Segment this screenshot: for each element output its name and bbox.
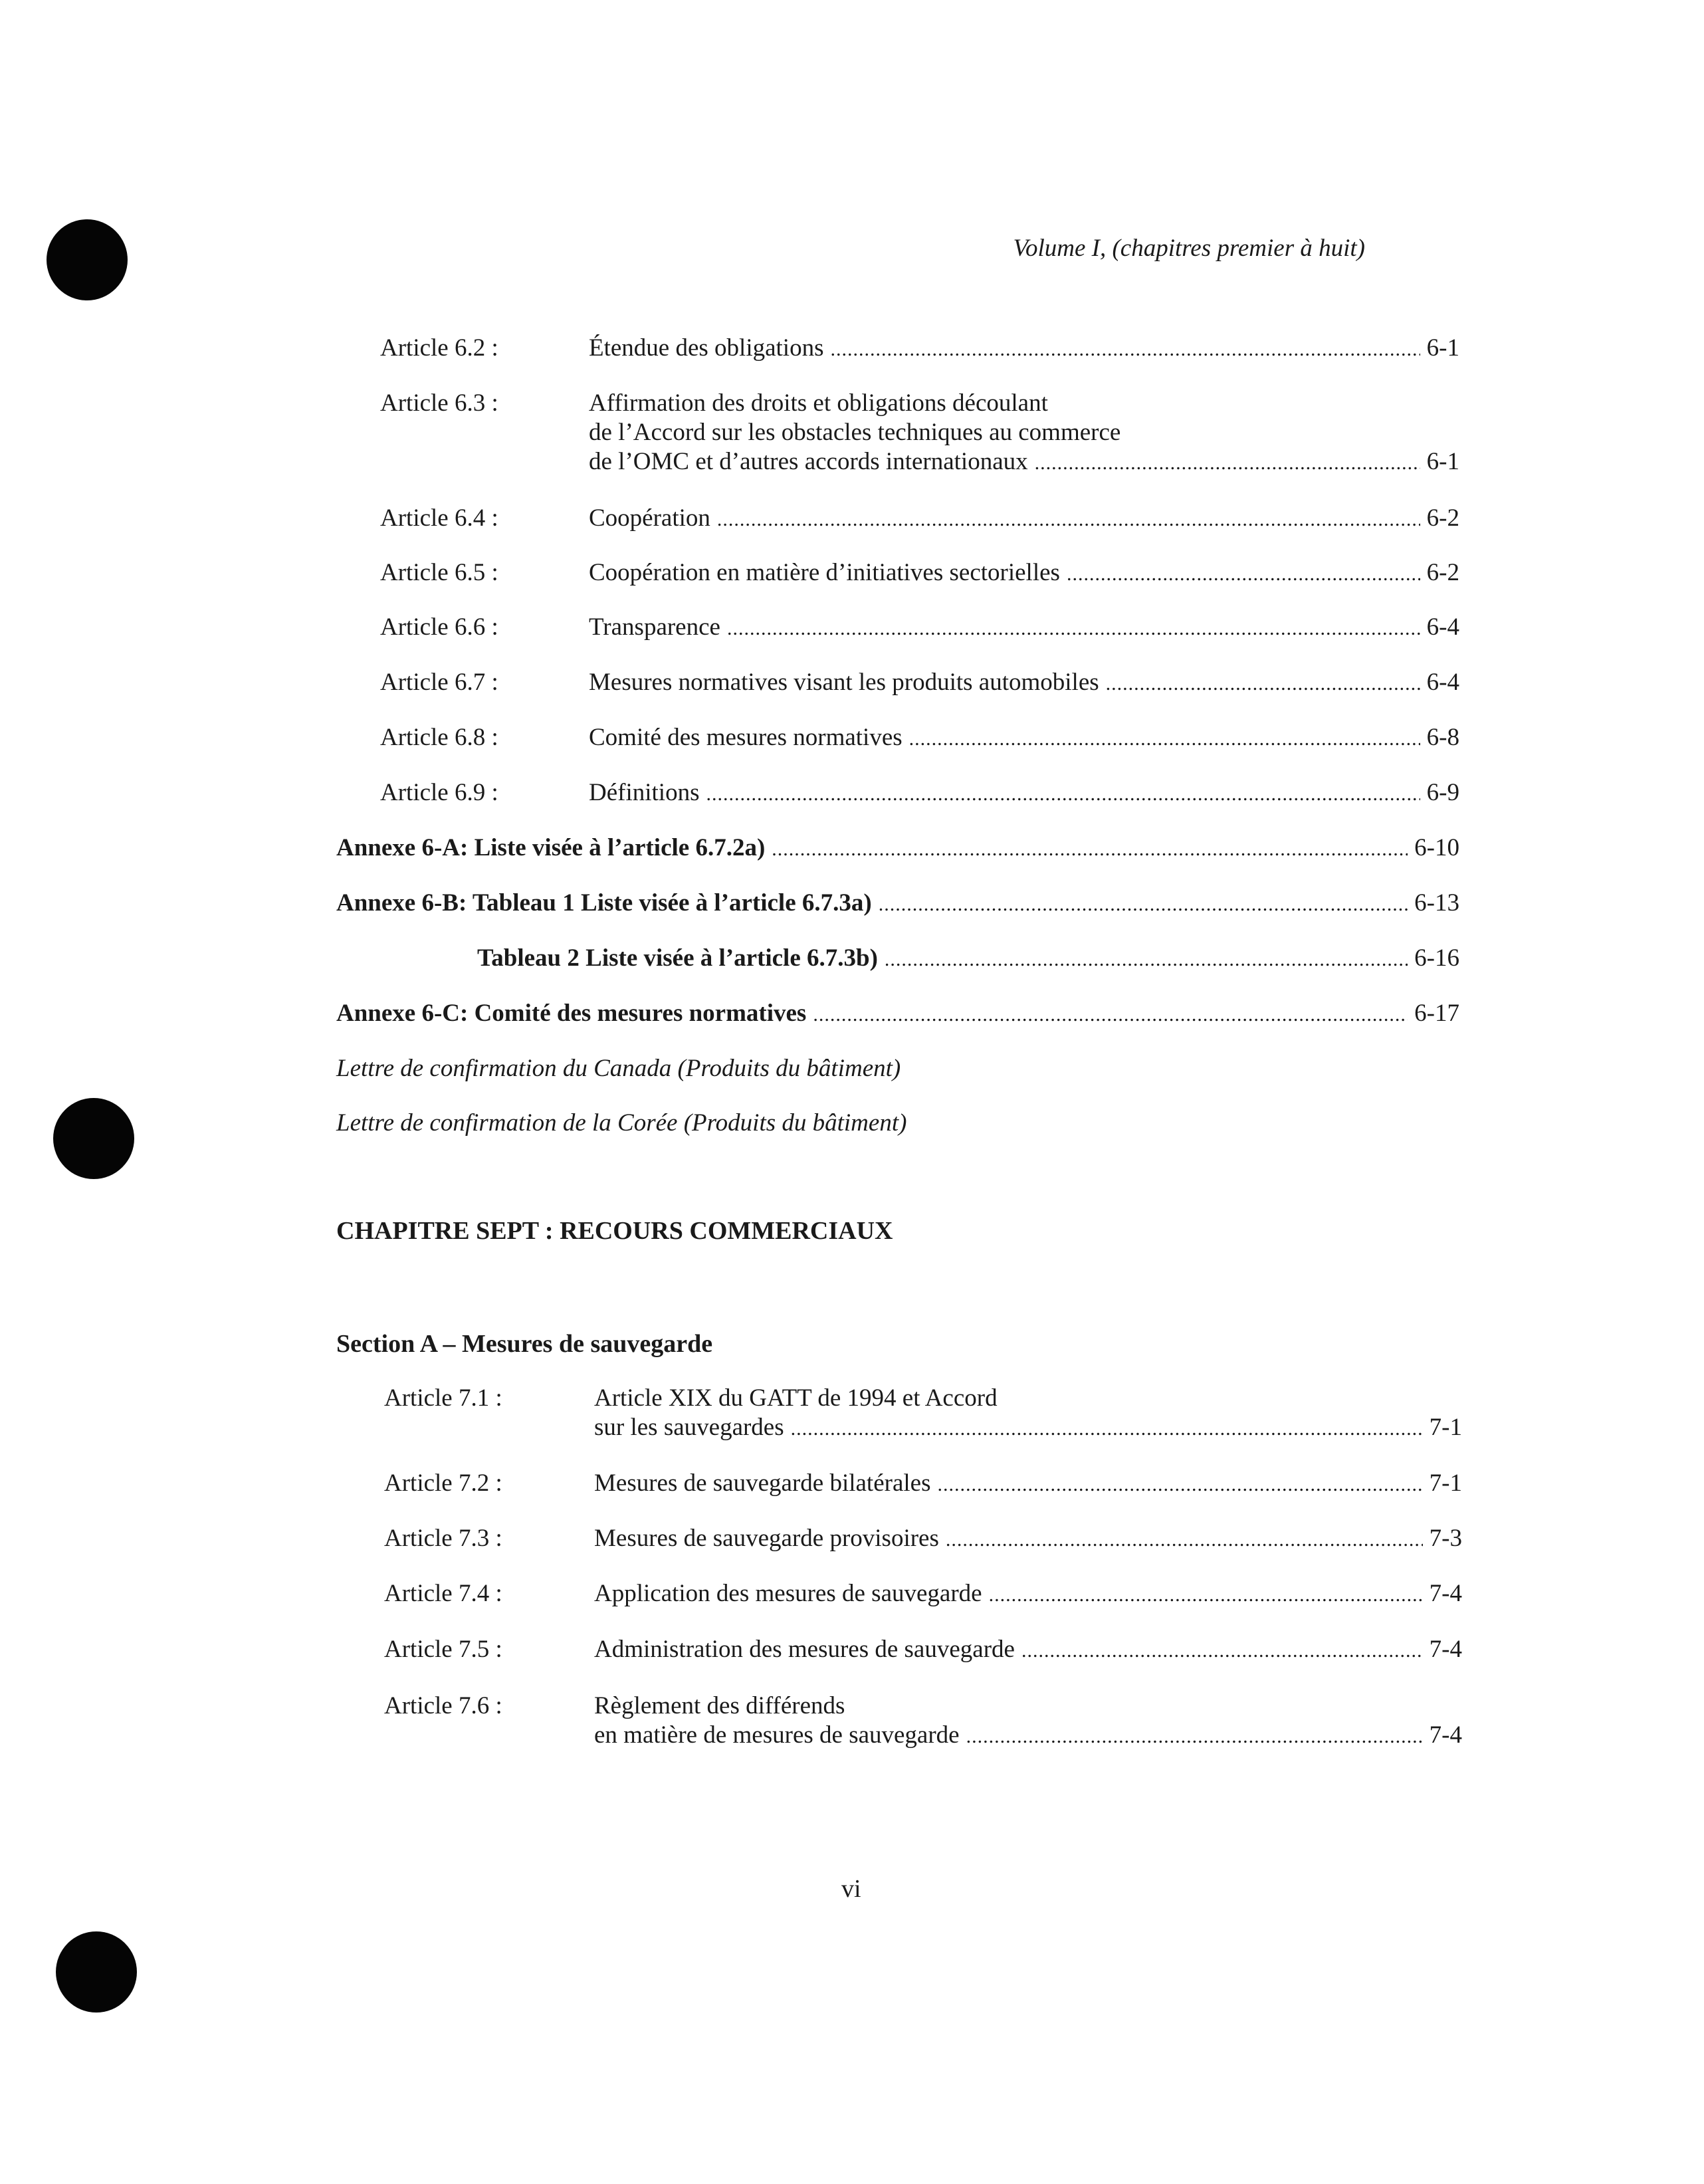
page-ref: 6-2 xyxy=(1426,504,1459,532)
leader-dots xyxy=(989,1581,1423,1610)
article-label: Article 6.5 : xyxy=(380,559,498,586)
toc-entry[interactable] xyxy=(594,1579,1462,1608)
leader-dots xyxy=(885,945,1408,974)
section-a-title: Section A – Mesures de sauvegarde xyxy=(336,1330,713,1358)
annex-entry[interactable] xyxy=(336,889,1459,918)
page-ref: 7-1 xyxy=(1429,1470,1462,1497)
article-label: Article 6.3 : xyxy=(380,389,498,417)
page-ref: 7-4 xyxy=(1429,1636,1462,1663)
entry-line: Règlement des différends xyxy=(594,1692,845,1719)
entry-title: Étendue des obligations xyxy=(589,334,824,362)
leader-dots xyxy=(727,614,1420,643)
page-ref: 6-16 xyxy=(1414,944,1459,972)
leader-dots xyxy=(706,780,1420,809)
toc-entry[interactable] xyxy=(594,1384,1462,1442)
leader-dots xyxy=(1021,1636,1423,1666)
toc-entry[interactable] xyxy=(594,1635,1462,1664)
page-ref: 6-17 xyxy=(1414,1000,1459,1027)
toc-entry[interactable] xyxy=(589,668,1459,697)
leader-dots xyxy=(717,505,1420,534)
article-label: Article 6.7 : xyxy=(380,669,498,696)
toc-entry[interactable] xyxy=(589,389,1459,477)
entry-title: Coopération xyxy=(589,504,710,532)
entry-title: de l’OMC et d’autres accords internationaux xyxy=(589,448,1028,475)
page-ref: 6-8 xyxy=(1426,724,1459,751)
entry-line: Affirmation des droits et obligations découlant xyxy=(589,389,1048,417)
page-ref: 7-3 xyxy=(1429,1525,1462,1552)
page-ref: 6-1 xyxy=(1426,334,1459,362)
confirmation-letter-korea[interactable]: Lettre de confirmation de la Corée (Produits du bâtiment) xyxy=(336,1109,907,1137)
annex-title: Annexe 6-C: Comité des mesures normatives xyxy=(336,1000,807,1027)
annex-title: Annexe 6-B: Tableau 1 Liste visée à l’article 6.7.3a) xyxy=(336,889,872,917)
article-label: Article 7.4 : xyxy=(384,1580,502,1607)
annex-title: Annexe 6-A: Liste visée à l’article 6.7.2a) xyxy=(336,834,766,861)
annex-title: Tableau 2 Liste visée à l’article 6.7.3b) xyxy=(477,944,878,972)
entry-title: Mesures de sauvegarde provisoires xyxy=(594,1525,939,1552)
annex-entry[interactable] xyxy=(336,999,1459,1028)
entry-title: Mesures de sauvegarde bilatérales xyxy=(594,1470,931,1497)
page-ref: 7-1 xyxy=(1429,1414,1462,1441)
volume-header: Volume I, (chapitres premier à huit) xyxy=(1013,235,1365,262)
leader-dots xyxy=(1035,449,1420,478)
page-ref: 7-4 xyxy=(1429,1580,1462,1607)
chapter7-title: CHAPITRE SEPT : RECOURS COMMERCIAUX xyxy=(336,1217,893,1245)
leader-dots xyxy=(813,1000,1408,1030)
entry-title: sur les sauvegardes xyxy=(594,1414,784,1441)
leader-dots xyxy=(791,1414,1423,1444)
leader-dots xyxy=(1106,669,1420,699)
article-label: Article 7.3 : xyxy=(384,1525,502,1552)
toc-entry[interactable] xyxy=(594,1692,1462,1750)
leader-dots xyxy=(879,890,1408,919)
article-label: Article 6.9 : xyxy=(380,779,498,806)
article-label: Article 6.6 : xyxy=(380,613,498,641)
entry-title: Coopération en matière d’initiatives sectorielles xyxy=(589,559,1060,586)
entry-title: Transparence xyxy=(589,613,720,641)
leader-dots xyxy=(1067,560,1420,589)
toc-entry[interactable] xyxy=(594,1469,1462,1498)
page-ref: 7-4 xyxy=(1429,1721,1462,1749)
toc-entry[interactable] xyxy=(594,1524,1462,1553)
article-label: Article 7.6 : xyxy=(384,1692,502,1719)
page-ref: 6-13 xyxy=(1414,889,1459,917)
binder-hole-bottom xyxy=(56,1931,137,2013)
article-label: Article 7.5 : xyxy=(384,1636,502,1663)
entry-title: Mesures normatives visant les produits automobiles xyxy=(589,669,1099,696)
leader-dots xyxy=(909,724,1420,754)
toc-entry[interactable] xyxy=(589,778,1459,808)
article-label: Article 7.2 : xyxy=(384,1470,502,1497)
confirmation-letter-canada[interactable]: Lettre de confirmation du Canada (Produits du bâtiment) xyxy=(336,1055,901,1082)
toc-entry[interactable] xyxy=(589,723,1459,752)
toc-entry[interactable] xyxy=(589,334,1459,363)
article-label: Article 6.2 : xyxy=(380,334,498,362)
entry-title: Application des mesures de sauvegarde xyxy=(594,1580,982,1607)
entry-title: Comité des mesures normatives xyxy=(589,724,903,751)
page-ref: 6-1 xyxy=(1426,448,1459,475)
page-ref: 6-9 xyxy=(1426,779,1459,806)
binder-hole-top xyxy=(47,219,128,300)
entry-line: Article XIX du GATT de 1994 et Accord xyxy=(594,1384,998,1412)
leader-dots xyxy=(772,835,1408,864)
leader-dots xyxy=(966,1722,1423,1751)
toc-entry[interactable] xyxy=(589,504,1459,533)
article-label: Article 7.1 : xyxy=(384,1384,502,1412)
toc-entry[interactable] xyxy=(589,558,1459,588)
article-label: Article 6.4 : xyxy=(380,504,498,532)
leader-dots xyxy=(946,1525,1423,1555)
annex-entry[interactable] xyxy=(336,833,1459,863)
entry-title: Administration des mesures de sauvegarde xyxy=(594,1636,1015,1663)
entry-line: de l’Accord sur les obstacles techniques au commerce xyxy=(589,419,1121,446)
page-ref: 6-4 xyxy=(1426,613,1459,641)
leader-dots xyxy=(831,335,1420,364)
entry-title: Définitions xyxy=(589,779,700,806)
page-number: vi xyxy=(841,1875,861,1903)
article-label: Article 6.8 : xyxy=(380,724,498,751)
page-ref: 6-4 xyxy=(1426,669,1459,696)
page-ref: 6-2 xyxy=(1426,559,1459,586)
annex-entry[interactable] xyxy=(477,944,1459,973)
leader-dots xyxy=(937,1470,1422,1499)
page-ref: 6-10 xyxy=(1414,834,1459,861)
binder-hole-middle xyxy=(53,1098,134,1179)
toc-entry[interactable] xyxy=(589,613,1459,642)
entry-title: en matière de mesures de sauvegarde xyxy=(594,1721,960,1749)
